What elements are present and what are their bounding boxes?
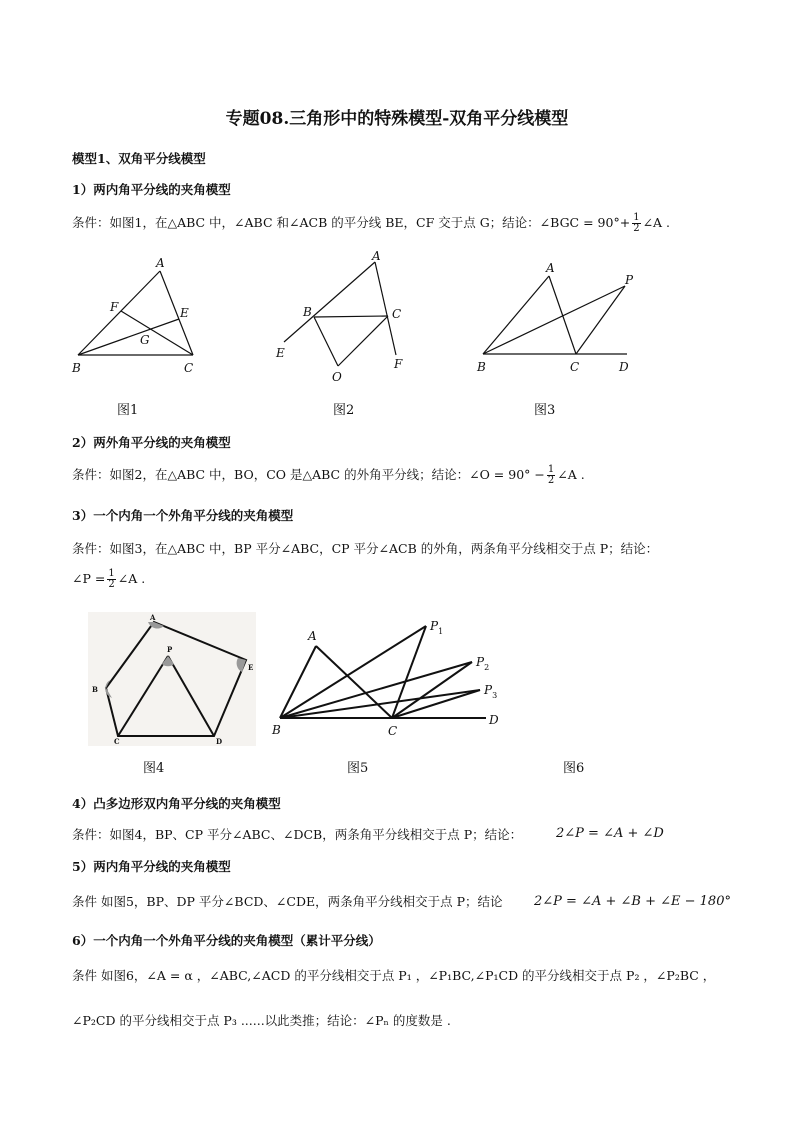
fig6-label-p1: $P_1$ — [430, 619, 444, 636]
fraction: $\frac{1}{2}$ — [633, 212, 640, 234]
fig3-side-ab — [483, 276, 549, 354]
fig1-label-b: B — [72, 361, 81, 375]
fig6-label-p3: $P_3$ — [484, 683, 498, 700]
fig4-label-p: P — [167, 645, 173, 654]
fig2-bisector-bo — [314, 317, 338, 366]
section-5-text: 条件 如图5，BP、DP 平分∠BCD、∠CDE，两条角平分线相交于点 P；结论 — [72, 894, 503, 909]
fig3-side-ac — [549, 276, 576, 354]
caption-fig5: 图5 — [347, 761, 369, 776]
fig1-label-e: E — [180, 306, 189, 320]
section-6-line2: ∠P₂CD 的平分线相交于点 P₃ ......以此类推；结论：∠Pₙ 的度数是 . — [72, 1013, 451, 1028]
fig6-label-d: D — [489, 713, 499, 727]
fig4-label-b: B — [92, 685, 98, 694]
fig2-label-f: F — [394, 357, 403, 371]
fig3-label-b: B — [477, 360, 486, 374]
fig1-label-c: C — [184, 361, 194, 375]
fig6-label-b: B — [272, 723, 281, 737]
fig6-bisector-bp2 — [280, 662, 472, 718]
fig4-label-e: E — [248, 663, 254, 672]
section-6-line1: 条件 如图6，∠A = α ，∠ABC,∠ACD 的平分线相交于点 P₁ ，∠P₁BC,∠P₁CD 的平分线相交于点 P₂ ，∠P₂BC ， — [72, 968, 716, 983]
section-4-heading: 4）凸多边形双内角平分线的夹角模型 — [72, 796, 281, 811]
fig1-label-g: G — [140, 333, 150, 347]
fig1-label-f: F — [110, 300, 119, 314]
fig2-bisector-co — [338, 316, 388, 366]
fig3-bisector-bp — [483, 286, 625, 354]
fig4-label-a: A — [150, 613, 156, 622]
page-title: 专题08.三角形中的特殊模型-双角平分线模型 — [225, 109, 569, 129]
figure-4 — [88, 612, 256, 746]
fig6-label-a: A — [308, 629, 317, 643]
section-3-heading: 3）一个内角一个外角平分线的夹角模型 — [72, 508, 294, 523]
fig2-label-c: C — [392, 307, 402, 321]
section-3-conclusion-pre: ∠P = — [72, 571, 106, 586]
section-5-heading: 5）两内角平分线的夹角模型 — [72, 859, 231, 874]
fig3-label-a: A — [546, 261, 555, 275]
caption-fig6: 图6 — [563, 761, 585, 776]
section-4-text: 条件：如图4，BP、CP 平分∠ABC、∠DCB，两条角平分线相交于点 P；结论： — [72, 827, 523, 842]
section-5-formula: 2∠P = ∠A + ∠B + ∠E − 180° — [534, 894, 731, 909]
fig2-side-bc — [314, 316, 388, 317]
section-1-heading: 1）两内角平分线的夹角模型 — [72, 182, 231, 197]
fig6-bisector-bp3 — [280, 690, 480, 718]
fig2-line-ab-extended — [284, 262, 375, 342]
fig6-bisector-cp3 — [392, 690, 480, 718]
fig6-label-c: C — [388, 724, 398, 738]
fig2-label-b: B — [303, 305, 312, 319]
model-heading: 模型1、双角平分线模型 — [72, 151, 206, 166]
fig6-bisector-cp1 — [392, 626, 426, 718]
fig3-label-c: C — [570, 360, 580, 374]
fraction: $\frac{1}{2}$ — [108, 568, 115, 590]
section-3-conclusion — [72, 569, 145, 590]
caption-fig1: 图1 — [117, 403, 139, 418]
section-1-text — [72, 213, 670, 234]
fig4-label-c: C — [114, 737, 120, 746]
section-2-tail: ∠A . — [557, 467, 585, 482]
caption-fig2: 图2 — [333, 403, 355, 418]
fig6-label-p2: $P_2$ — [476, 655, 490, 672]
section-2-condition: 条件：如图2，在△ABC 中，BO，CO 是△ABC 的外角平分线；结论：∠O = 90° − — [72, 467, 545, 482]
section-3-text: 条件：如图3，在△ABC 中，BP 平分∠ABC，CP 平分∠ACB 的外角，两条角平分线相交于点 P；结论： — [72, 541, 659, 556]
fraction: $\frac{1}{2}$ — [547, 464, 555, 486]
fig2-label-o: O — [332, 370, 342, 384]
section-4-formula: 2∠P = ∠A + ∠D — [556, 826, 664, 841]
figure-1 — [70, 255, 210, 385]
fig1-label-a: A — [156, 256, 165, 270]
section-2-text — [72, 465, 585, 486]
fig3-label-p: P — [625, 273, 634, 287]
section-1-condition: 条件：如图1，在△ABC 中，∠ABC 和∠ACB 的平分线 BE，CF 交于点 G；结论：∠BGC = 90°+ — [72, 215, 631, 230]
section-2-heading: 2）两外角平分线的夹角模型 — [72, 435, 231, 450]
caption-fig4: 图4 — [143, 761, 165, 776]
section-3-tail: ∠A . — [117, 571, 146, 586]
section-6-heading: 6）一个内角一个外角平分线的夹角模型（累计平分线） — [72, 933, 381, 948]
fig3-bisector-cp — [576, 286, 625, 354]
fig6-bisector-cp2 — [392, 662, 472, 718]
section-1-tail: ∠A . — [642, 215, 671, 230]
fig2-label-a: A — [372, 249, 381, 263]
fig4-label-d: D — [216, 737, 223, 746]
fig3-label-d: D — [619, 360, 629, 374]
figure-2 — [270, 248, 420, 388]
figure-3 — [475, 260, 645, 380]
caption-fig3: 图3 — [534, 403, 556, 418]
figure-6 — [268, 618, 508, 748]
fig2-label-e: E — [276, 346, 285, 360]
